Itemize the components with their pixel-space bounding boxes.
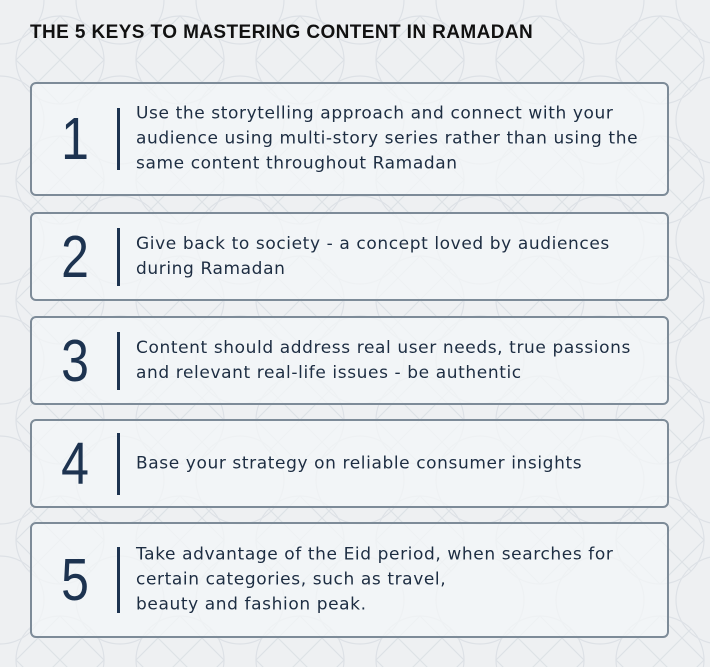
key-number: 4 bbox=[61, 430, 89, 497]
key-number: 1 bbox=[61, 105, 89, 173]
key-text-line: Use the storytelling approach and connect with your bbox=[136, 103, 614, 124]
key-separator bbox=[117, 332, 120, 390]
key-text bbox=[136, 451, 663, 476]
key-text-line: Take advantage of the Eid period, when searches for bbox=[136, 544, 614, 565]
page-title: THE 5 KEYS TO MASTERING CONTENT IN RAMADAN bbox=[30, 22, 534, 43]
key-text-line: Give back to society - a concept loved by audiences bbox=[136, 233, 610, 254]
key-card-4 bbox=[30, 419, 669, 508]
key-number: 3 bbox=[61, 327, 89, 394]
key-text bbox=[136, 543, 663, 618]
key-number: 5 bbox=[61, 546, 89, 614]
key-card-2 bbox=[30, 212, 669, 301]
key-separator bbox=[117, 433, 120, 495]
key-separator bbox=[117, 228, 120, 286]
key-text bbox=[136, 232, 663, 282]
key-separator bbox=[117, 108, 120, 170]
key-card-5 bbox=[30, 522, 669, 638]
key-text bbox=[136, 336, 663, 386]
key-text-line: Base your strategy on reliable consumer insights bbox=[136, 453, 583, 473]
key-card-1 bbox=[30, 82, 669, 196]
key-text-line: beauty and fashion peak. bbox=[136, 594, 367, 615]
key-text-line: during Ramadan bbox=[136, 258, 286, 279]
key-text-line: Content should address real user needs, true passions bbox=[136, 337, 631, 358]
key-separator bbox=[117, 547, 120, 613]
key-text bbox=[136, 102, 663, 177]
key-card-3 bbox=[30, 316, 669, 405]
key-number: 2 bbox=[61, 223, 89, 290]
key-text-line: audience using multi-story series rather than using the bbox=[136, 128, 639, 149]
key-text-line: and relevant real-life issues - be authentic bbox=[136, 362, 522, 383]
key-text-line: certain categories, such as travel, bbox=[136, 569, 447, 590]
key-text-line: same content throughout Ramadan bbox=[136, 153, 458, 174]
